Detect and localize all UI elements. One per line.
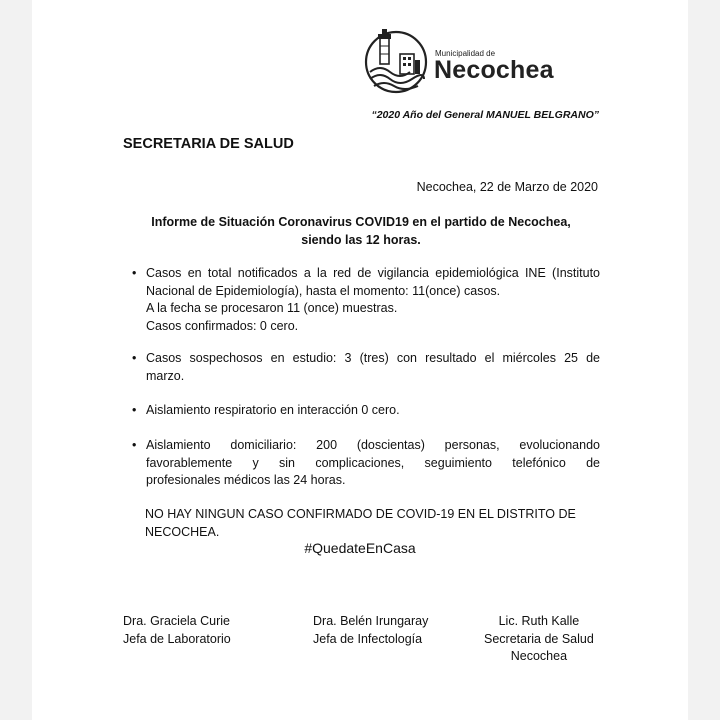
bullet-text-line: Aislamiento domiciliario: 200 (doscientas) personas, evolucionando (146, 438, 600, 452)
notice-line: NECOCHEA. (145, 525, 220, 539)
necochea-emblem-icon (362, 24, 430, 100)
signer-name: Lic. Ruth Kalle (498, 614, 580, 628)
bullet-icon: • (132, 266, 137, 280)
signer-name: Dra. Belén Irungaray (313, 614, 429, 628)
signature-block (484, 613, 594, 666)
bullet-text-line: Casos confirmados: 0 cero. (146, 318, 299, 333)
signature-block (313, 613, 428, 648)
bullet-text-line: A la fecha se procesaron 11 (once) muestras. (146, 301, 398, 315)
list-item (132, 350, 600, 385)
bullet-icon: • (132, 438, 137, 452)
bullet-text-line: Casos sospechosos en estudio: 3 (tres) con resultado el miércoles 25 de (146, 351, 600, 365)
report-title-line1: Informe de Situación Coronavirus COVID19 en el partido de Necochea, (151, 215, 571, 229)
signer-role: Jefa de Laboratorio (123, 631, 231, 646)
bullet-text-line: Nacional de Epidemiología), hasta el momento: 11(once) casos. (146, 283, 501, 298)
hashtag: #QuedateEnCasa (304, 540, 416, 556)
bullet-icon: • (132, 351, 137, 365)
list-item (132, 265, 600, 335)
signer-name: Dra. Graciela Curie (123, 614, 230, 628)
bullet-text-line: Aislamiento respiratorio en interacción 0 cero. (146, 403, 400, 417)
signer-place: Necochea (510, 649, 568, 663)
logo-title: Necochea (434, 56, 554, 84)
bullet-text-line: favorablemente y sin complicaciones, seguimiento telefónico de (146, 455, 600, 470)
year-motto: “2020 Año del General MANUEL BELGRANO” (371, 109, 599, 121)
document-page (32, 0, 688, 720)
signer-role: Jefa de Infectología (313, 631, 423, 646)
bullet-icon: • (132, 403, 137, 417)
report-title-line2: siendo las 12 horas. (301, 233, 421, 247)
date-line: Necochea, 22 de Marzo de 2020 (416, 180, 598, 194)
logo-subtitle: Municipalidad de (435, 49, 496, 58)
list-item (132, 402, 600, 420)
municipality-logo (362, 24, 562, 100)
notice-line: NO HAY NINGUN CASO CONFIRMADO DE COVID-19 EN EL DISTRITO DE (145, 507, 576, 521)
list-item (132, 437, 600, 490)
department-heading: SECRETARIA DE SALUD (123, 136, 294, 152)
signature-block (123, 613, 231, 648)
bullet-text-line: Casos en total notificados a la red de vigilancia epidemiológica INE (Instituto (146, 266, 600, 280)
signer-role: Secretaria de Salud (484, 631, 594, 646)
no-cases-notice (145, 505, 576, 541)
bullet-text-line: profesionales médicos las 24 horas. (146, 473, 346, 487)
bullet-text-line: marzo. (146, 368, 185, 383)
